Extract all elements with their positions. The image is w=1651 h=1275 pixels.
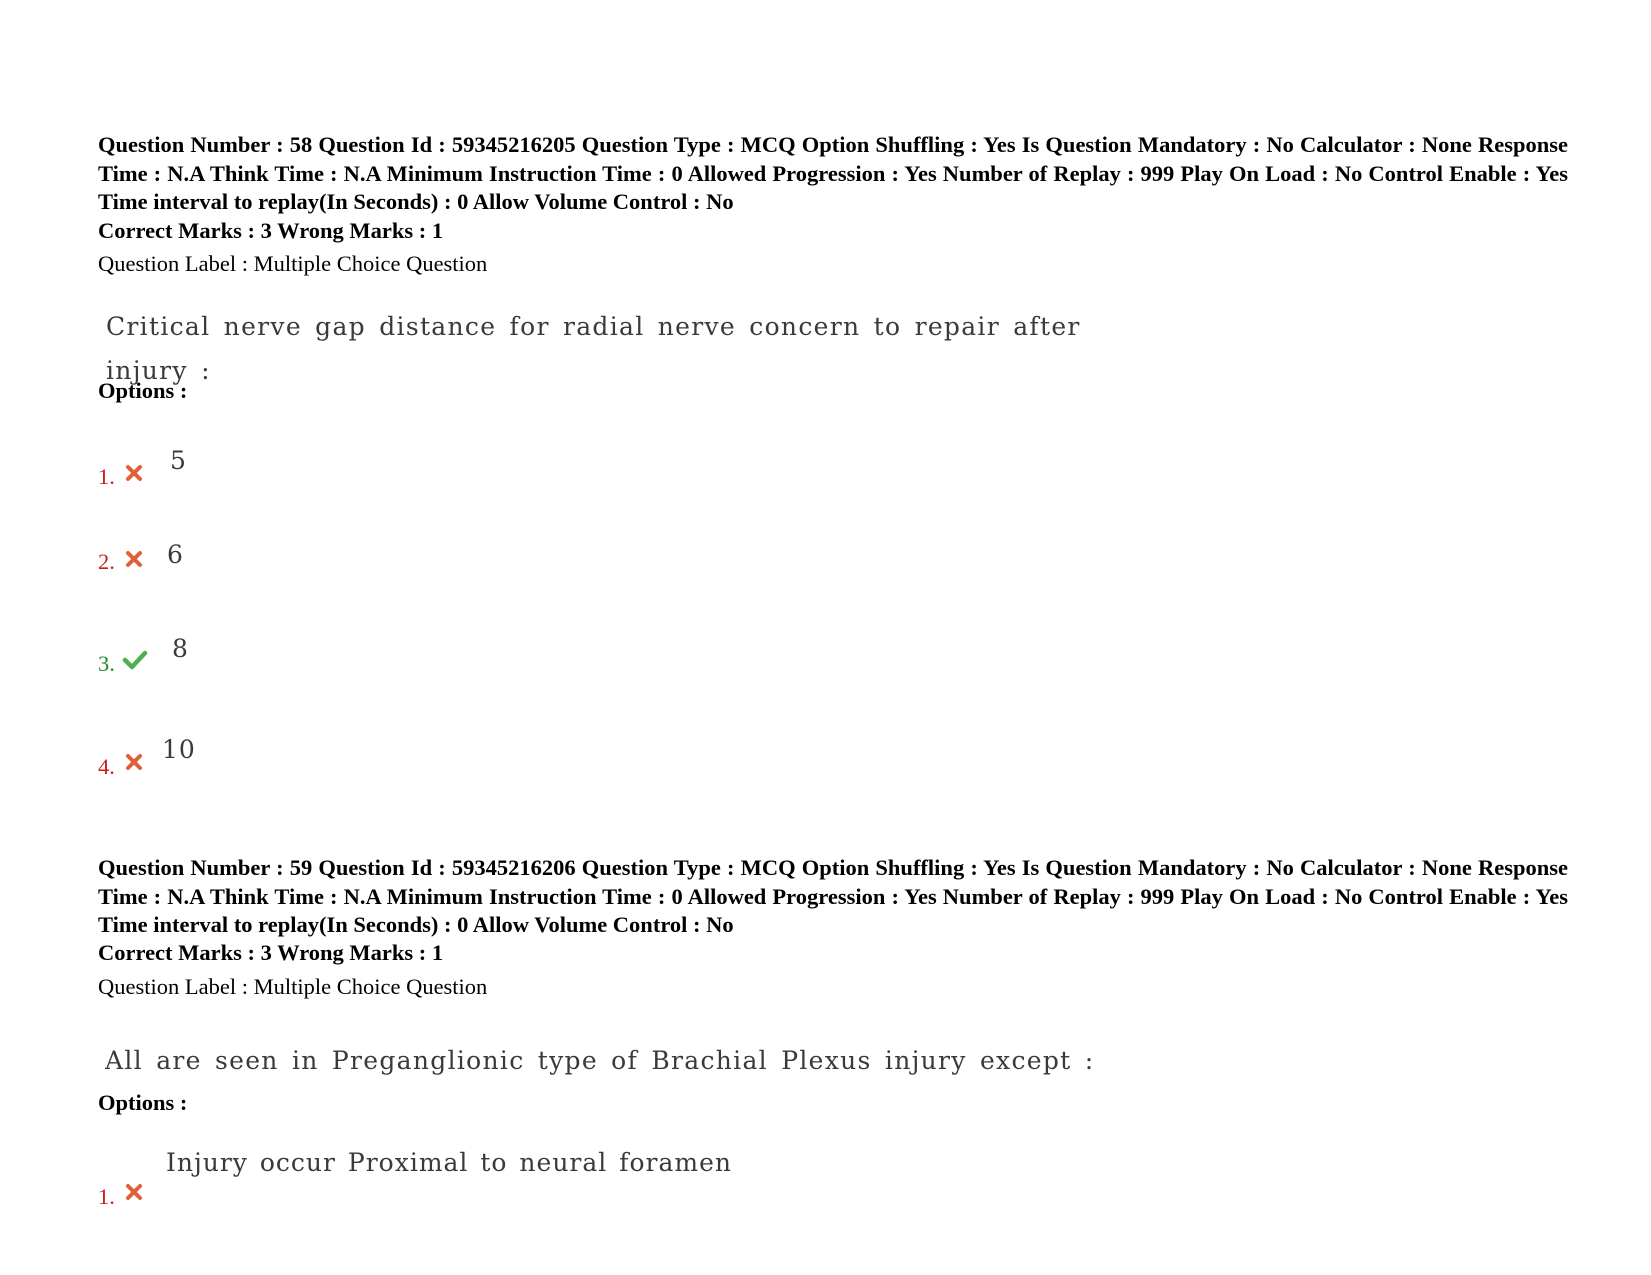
check-icon bbox=[122, 650, 148, 670]
option-number: 1. bbox=[98, 464, 115, 489]
question-59-options-label: Options : bbox=[98, 1090, 188, 1115]
cross-icon bbox=[124, 549, 144, 569]
question-59-text: All are seen in Preganglionic type of Brachial Plexus injury except : bbox=[105, 1046, 1095, 1075]
question-58-meta: Question Number : 58 Question Id : 59345216205 Question Type : MCQ Option Shuffling : Yes Is Question Mandatory : No Calculator : None Response Time : N.A Think Time : N.A Minimum Instruction Time : 0 Allowed Progression : Yes Number of Replay : 999 Play On Load : No Control Enable : Yes Time interval to replay(In Seconds) : 0 Allow Volume Control : No bbox=[98, 132, 1568, 214]
option-number: 3. bbox=[98, 651, 115, 676]
question-58-text-line-2: injury : bbox=[106, 356, 211, 385]
question-58-text-line-1: Critical nerve gap distance for radial nerve concern to repair after bbox=[106, 312, 1081, 341]
question-59-label: Question Label : Multiple Choice Question bbox=[98, 974, 488, 999]
cross-icon bbox=[124, 463, 144, 483]
question-58-options-label: Options : bbox=[98, 378, 188, 403]
option-text: 10 bbox=[162, 735, 196, 764]
option-number: 2. bbox=[98, 549, 115, 574]
cross-icon bbox=[124, 1182, 144, 1202]
option-text: 6 bbox=[167, 540, 184, 569]
cross-icon bbox=[124, 752, 144, 772]
option-text: 8 bbox=[172, 634, 189, 663]
question-58-label: Question Label : Multiple Choice Question bbox=[98, 251, 488, 276]
question-59-meta: Question Number : 59 Question Id : 59345216206 Question Type : MCQ Option Shuffling : Yes Is Question Mandatory : No Calculator : None Response Time : N.A Think Time : N.A Minimum Instruction Time : 0 Allowed Progression : Yes Number of Replay : 999 Play On Load : No Control Enable : Yes Time interval to replay(In Seconds) : 0 Allow Volume Control : No bbox=[98, 855, 1568, 937]
question-59-marks: Correct Marks : 3 Wrong Marks : 1 bbox=[98, 940, 444, 965]
option-number: 4. bbox=[98, 754, 115, 779]
question-58-marks: Correct Marks : 3 Wrong Marks : 1 bbox=[98, 218, 444, 243]
option-number: 1. bbox=[98, 1184, 115, 1209]
option-text: Injury occur Proximal to neural foramen bbox=[166, 1148, 732, 1177]
option-text: 5 bbox=[170, 446, 187, 475]
